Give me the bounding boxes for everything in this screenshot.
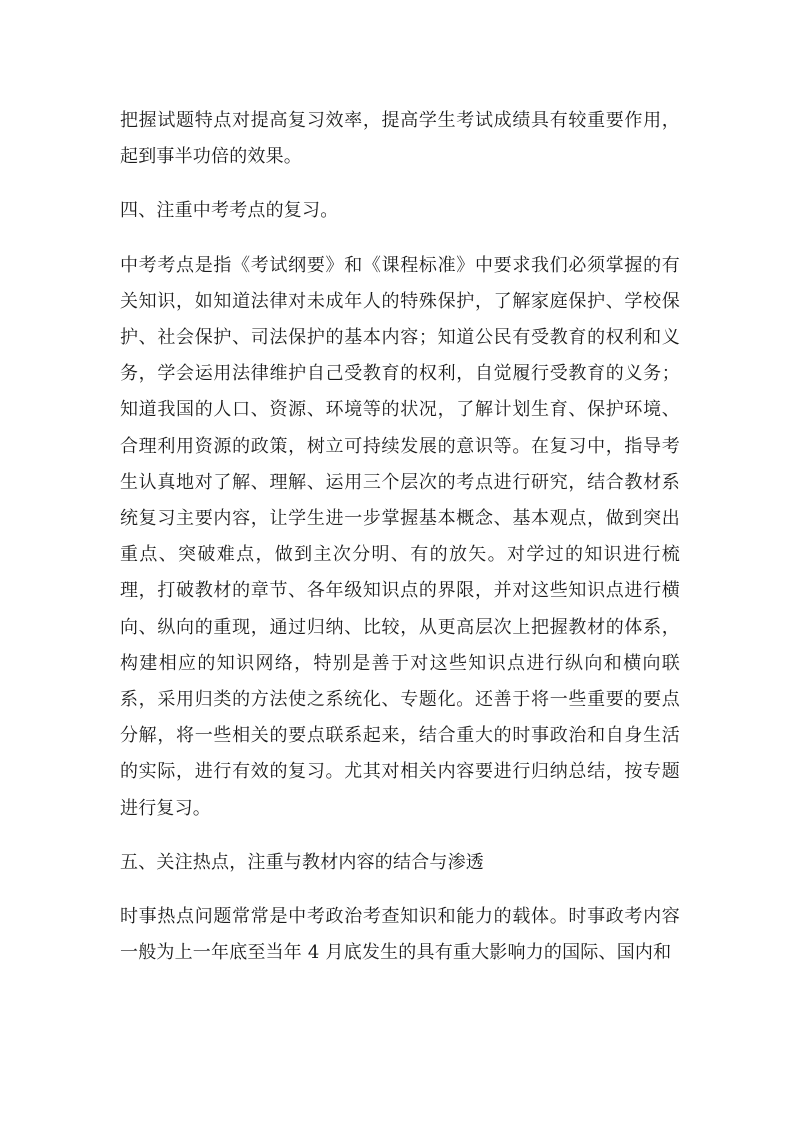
section-heading-four: 四、注重中考考点的复习。	[120, 200, 339, 222]
paragraph-current-affairs: 时事热点问题常常是中考政治考查知识和能力的载体。时事政考内容一般为上一年底至当年 4 月底发生的具有重大影响力的国际、国内和	[120, 906, 680, 964]
paragraph-exam-points: 中考考点是指《考试纲要》和《课程标准》中要求我们必须掌握的有关知识，如知道法律对未成年人的特殊保护，了解家庭保护、学校保护、社会保护、司法保护的基本内容；知道公民有受教育的权利和义务，学会运用法律维护自己受教育的权利，自觉履行受教育的义务；知道我国的人口、资源、环境等的状况，了解计划生育、保护环境、合理利用资源的政策，树立可持续发展的意识等。在复习中，指导考生认真地对了解、理解、运用三个层次的考点进行研究，结合教材系统复习主要内容，让学生进一步掌握基本概念、基本观点，做到突出重点、突破难点，做到主次分明、有的放矢。对学过的知识进行梳理，打破教材的章节、各年级知识点的界限，并对这些知识点进行横向、纵向的重现，通过归纳、比较，从更高层次上把握教材的体系，构建相应的知识网络，特别是善于对这些知识点进行纵向和横向联系，采用归类的方法使之系统化、专题化。还善于将一些重要的要点分解，将一些相关的要点联系起来，结合重大的时事政治和自身生活的实际，进行有效的复习。尤其对相关内容要进行归纳总结，按专题进行复习。	[120, 254, 680, 819]
document-body	[120, 103, 680, 989]
section-heading-five: 五、关注热点，注重与教材内容的结合与渗透	[120, 851, 484, 873]
paragraph-intro-continuation: 把握试题特点对提高复习效率，提高学生考试成绩具有较重要作用，起到事半功倍的效果。	[120, 110, 680, 168]
